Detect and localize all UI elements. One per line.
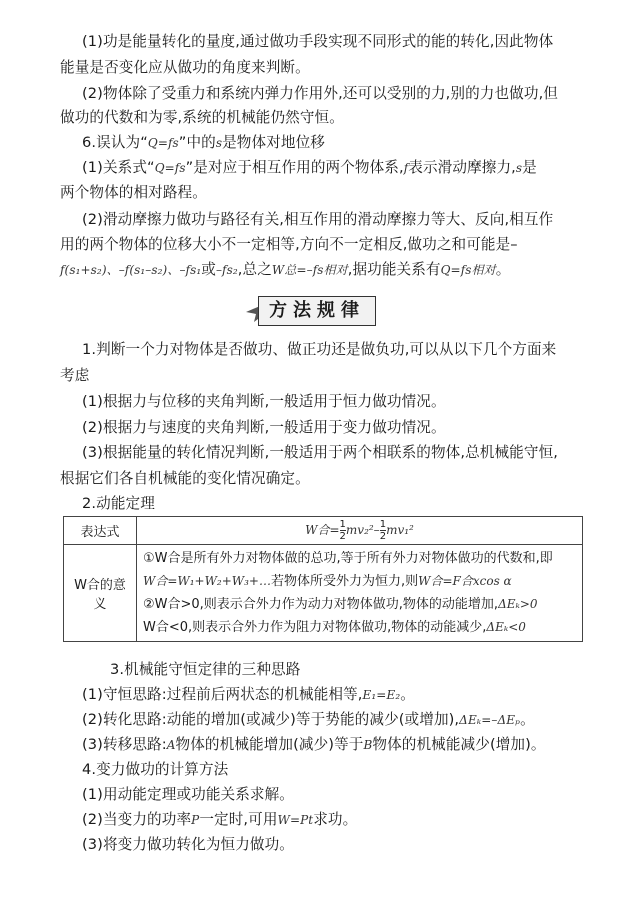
formula: B [363,738,373,752]
text-span: 。 [520,711,535,728]
formula: W总=–fs相对 [271,263,348,277]
text-span: W合<0,则表示合外力作为阻力对物体做功,物体的动能减少, [143,620,487,635]
text-span: (1)守恒思路:过程前后两状态的机械能相等, [82,686,363,703]
text-span: 表示滑动摩擦力, [408,159,516,176]
formula: Q=fs [147,136,179,150]
formula: f [403,161,409,175]
table-header-cell: 表达式 [64,517,137,545]
text-span: 。 [400,686,415,703]
formula: ΔEₖ=–ΔEₚ [459,713,521,727]
text-line: 两个物体的相对路程。 [60,184,207,201]
text-span: 6.误认为“ [82,134,148,151]
formula: mv₂²– [345,523,380,537]
kinetic-energy-table [63,516,583,642]
text-span: 物体的机械能增加(减少)等于 [175,736,364,753]
table-label-cell: W合的意义 [64,545,137,642]
text-line: (1)用动能定理或功能关系求解。 [82,786,294,803]
formula: f(s₁+s₂)、–f(s₁–s₂)、–fs₁ [60,263,202,277]
text-line: (3)将变力做功转化为恒力做功。 [82,836,294,853]
text-span: ,总之 [237,261,272,278]
text-span: (2)转化思路:动能的增加(或减少)等于势能的减少(或增加), [82,711,460,728]
table-row [64,517,583,545]
text-span: ②W合>0,则表示合外力作为动力对物体做功,物体的动能增加, [143,597,499,612]
text-line: 根据它们各自机械能的变化情况确定。 [60,470,310,487]
formula: W=Pt [277,813,314,827]
text-span: 是物体对地位移 [222,134,325,151]
text-span: 若物体所受外力为恒力,则 [271,574,419,589]
text-line: 3.机械能守恒定律的三种思路 [110,661,301,678]
text-line: 做功的代数和为零,系统的机械能仍然守恒。 [60,109,344,126]
formula: Q=fs [154,161,186,175]
text-line [82,735,640,755]
formula: W合=F合xcos α [418,574,512,588]
text-line: (2)根据力与速度的夹角判断,一般适用于变力做功情况。 [82,419,446,436]
text-line: (1)根据力与位移的夹角判断,一般适用于恒力做功情况。 [82,393,446,410]
text-span: 物体的机械能减少(增加)。 [372,736,546,753]
text-line: 2.动能定理 [82,495,155,512]
text-span: 是 [522,159,537,176]
formula: E₁=E₂ [362,688,401,702]
section-banner: 方法规律 [258,296,376,326]
text-line: 考虑 [60,367,90,384]
text-line [82,158,640,178]
cell-text [143,593,576,616]
text-span: ,据功能关系有 [347,261,441,278]
formula: Q=fs相对 [440,263,496,277]
fraction-numerator: 1 [339,519,346,530]
table-content-cell [137,545,583,642]
text-line [60,260,640,280]
text-line: (2)物体除了受重力和系统内弹力作用外,还可以受别的力,别的力也做功,但 [82,85,559,102]
section-heading-6 [82,133,640,153]
fraction-denominator: 2 [379,531,387,542]
fraction-numerator: 1 [379,519,387,530]
text-span: ”中的 [178,134,216,151]
text-line: (3)根据能量的转化情况判断,一般适用于两个相联系的物体,总机械能守恒, [82,444,559,461]
formula: ΔEₖ<0 [486,620,526,634]
text-line: 用的两个物体的位移大小不一定相等,方向不一定相反,做功之和可能是– [60,236,518,253]
cell-text [143,570,576,593]
formula: W合=W₁+W₂+W₃+… [143,574,271,588]
text-line [82,685,640,705]
formula: ΔEₖ>0 [498,597,538,611]
formula: s [515,161,523,175]
text-line: 1.判断一个力对物体是否做功、做正功还是做负功,可以从以下几个方面来 [82,341,557,358]
formula: mv₁² [386,523,414,537]
formula: –fs₂ [215,263,238,277]
text-line [82,710,640,730]
text-line: 能量是否变化应从做功的角度来判断。 [60,59,310,76]
text-span: ”是对应于相互作用的两个物体系, [185,159,404,176]
text-line: (1)功是能量转化的量度,通过做功手段实现不同形式的能的转化,因此物体 [82,33,554,50]
table-row [64,545,583,642]
text-span: (2)当变力的功率 [82,811,192,828]
text-span: (1)关系式“ [82,159,155,176]
fraction-denominator: 2 [339,531,346,542]
text-span: 求功。 [313,811,358,828]
text-line [82,810,640,830]
text-span: 一定时,可用 [199,811,278,828]
text-line: (2)滑动摩擦力做功与路径有关,相互作用的滑动摩擦力等大、反向,相互作 [82,211,554,228]
formula: P [191,813,200,827]
text-line: 4.变力做功的计算方法 [82,761,229,778]
cell-text: ①W合是所有外力对物体做的总功,等于所有外力对物体做功的代数和,即 [143,551,553,566]
text-span: (3)转移思路: [82,736,167,753]
formula: W合= [305,523,340,537]
formula: A [166,738,176,752]
text-span: 或 [201,261,216,278]
cell-text [143,616,576,639]
formula: s [215,136,223,150]
table-formula-cell [137,517,583,545]
text-span: 。 [495,261,511,278]
